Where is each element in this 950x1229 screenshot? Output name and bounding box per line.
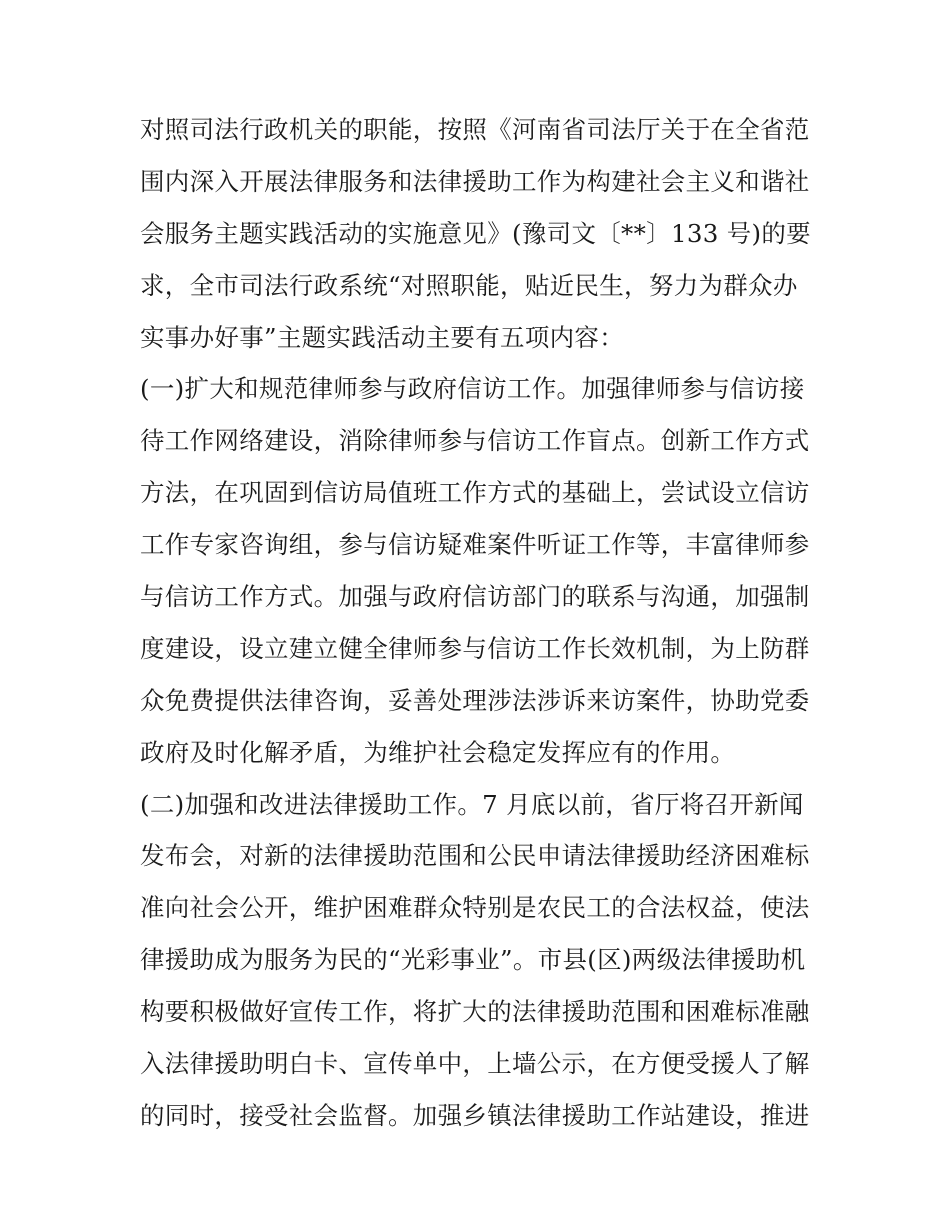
text-line: 准向社会公开，维护困难群众特别是农民工的合法权益，使法 [140,893,810,923]
text-line: 工作专家咨询组，参与信访疑难案件听证工作等，丰富律师参 [140,530,810,560]
text-line: 围内深入开展法律服务和法律援助工作为构建社会主义和谐社 [140,166,810,196]
text-line: (二)加强和改进法律援助工作。7 月底以前，省厅将召开新闻 [140,789,804,819]
text-line: 发布会，对新的法律援助范围和公民申请法律援助经济困难标 [140,841,810,871]
text-line: 待工作网络建设，消除律师参与信访工作盲点。创新工作方式 [140,426,810,456]
text-line: 对照司法行政机关的职能，按照《河南省司法厅关于在全省范 [140,115,810,144]
text-line: 会服务主题实践活动的实施意见》(豫司文〔**〕133 号)的要 [140,218,811,248]
text-line: 实事办好事”主题实践活动主要有五项内容： [140,322,625,352]
text-line: 构要积极做好宣传工作，将扩大的法律援助范围和困难标准融 [140,997,810,1027]
text-line: 方法，在巩固到信访局值班工作方式的基础上，尝试设立信访 [140,478,810,508]
body-text [140,104,820,1142]
text-line: 的同时，接受社会监督。加强乡镇法律援助工作站建设，推进 [140,1100,810,1130]
text-line: 众免费提供法律咨询，妥善处理涉法涉诉来访案件，协助党委 [140,685,810,715]
text-line: 度建设，设立建立健全律师参与信访工作长效机制，为上防群 [140,633,810,663]
text-line: 与信访工作方式。加强与政府信访部门的联系与沟通，加强制 [140,582,810,612]
text-line: 入法律援助明白卡、宣传单中，上墙公示，在方便受援人了解 [140,1049,810,1079]
text-line: 求，全市司法行政系统“对照职能，贴近民生，努力为群众办 [140,270,798,300]
text-line: 政府及时化解矛盾，为维护社会稳定发挥应有的作用。 [140,737,736,767]
text-line: (一)扩大和规范律师参与政府信访工作。加强律师参与信访接 [140,374,805,404]
text-line: 律援助成为服务为民的“光彩事业”。市县(区)两级法律援助机 [140,945,806,975]
